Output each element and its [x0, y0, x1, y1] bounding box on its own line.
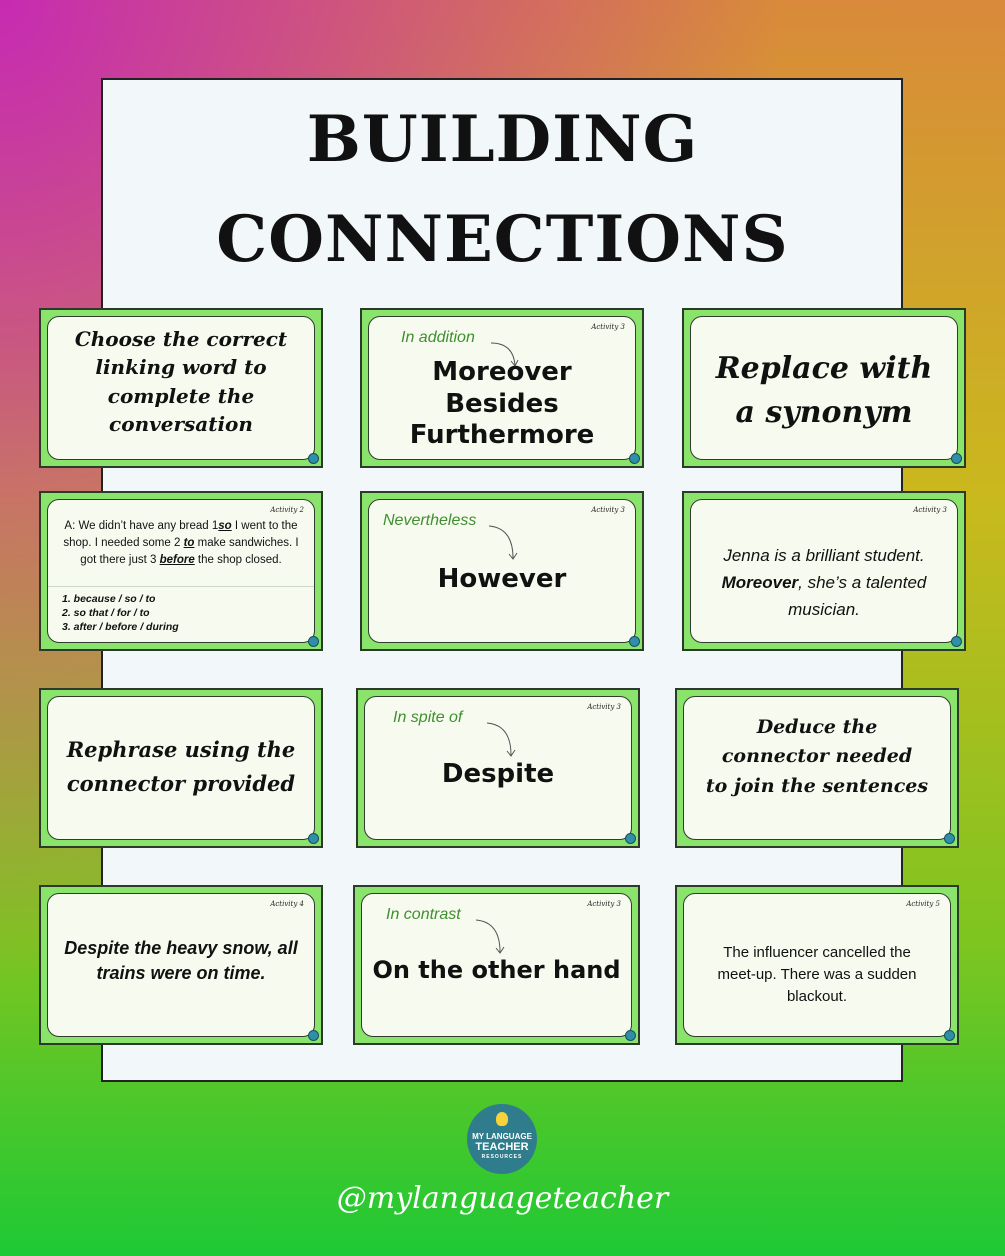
given-word: Nevertheless: [383, 512, 477, 529]
logo-dot-icon: [951, 453, 962, 464]
card-inner: [690, 316, 958, 460]
option-item: 1. because / so / to: [62, 593, 156, 605]
card-inner: [683, 893, 951, 1037]
logo-dot-icon: [625, 1030, 636, 1041]
instruction-line: Replace with: [715, 351, 933, 386]
synonym-word: Furthermore: [409, 420, 595, 451]
curved-arrow-icon: [487, 522, 519, 562]
logo-dot-icon: [951, 636, 962, 647]
card-synonyms-moreover: [360, 308, 644, 468]
instruction-line: connector provided: [66, 770, 296, 796]
card-inner: [368, 316, 636, 460]
curved-arrow-icon: [474, 916, 506, 956]
example-sentence: The influencer cancelled the meet-up. There was a sudden blackout.: [717, 944, 917, 1005]
title-line-1: BUILDING: [306, 102, 699, 177]
dialogue-part: make sandwiches. I got there just 3: [80, 537, 299, 566]
instruction-line: complete the: [107, 383, 255, 408]
logo-dot-icon: [308, 453, 319, 464]
conversation-text: [54, 518, 308, 569]
activity-label: Activity 4: [270, 900, 304, 908]
divider: [48, 586, 314, 587]
option-list: [62, 592, 179, 634]
logo-dot-icon: [308, 636, 319, 647]
social-handle: @mylanguageteacher: [336, 1181, 669, 1216]
instruction-text: [691, 347, 957, 434]
card-synonym-despite: [356, 688, 640, 848]
instruction-text: [48, 325, 314, 439]
logo-dot-icon: [944, 833, 955, 844]
card-instruction-choose: [39, 308, 323, 468]
option-item: 2. so that / for / to: [62, 607, 150, 619]
logo-dot-icon: [308, 1030, 319, 1041]
activity-label: Activity 3: [913, 506, 947, 514]
card-inner: [364, 696, 632, 840]
card-example-despite: [39, 885, 323, 1045]
instruction-line: linking word to: [95, 355, 267, 380]
instruction-text: [684, 713, 950, 801]
instruction-line: a synonym: [735, 394, 913, 430]
card-instruction-rephrase: [39, 688, 323, 848]
given-word: In contrast: [386, 906, 461, 923]
instruction-line: conversation: [109, 412, 253, 437]
given-word: In spite of: [393, 709, 463, 726]
instruction-line: Rephrase using the: [66, 737, 296, 762]
option-item: 3. after / before / during: [62, 621, 179, 633]
dialogue-part: A: We didn’t have any bread 1: [64, 520, 219, 532]
logo-dot-icon: [629, 636, 640, 647]
card-synonym-however: [360, 491, 644, 651]
card-inner: [47, 499, 315, 643]
answer-word: Despite: [441, 759, 555, 789]
logo-text-line: RESOURCES: [481, 1154, 523, 1160]
sentence-part: Jenna is a brilliant student.: [723, 546, 925, 565]
card-synonym-on-the-other-hand: [353, 885, 640, 1045]
answer-word: before: [159, 554, 195, 566]
instruction-text: [48, 733, 314, 800]
card-example-join: [675, 885, 959, 1045]
lightbulb-icon: [496, 1112, 508, 1126]
synonym-word: Besides: [445, 388, 559, 419]
instruction-line: to join the sentences: [705, 774, 929, 797]
activity-label: Activity 3: [587, 703, 621, 711]
activity-label: Activity 3: [591, 323, 625, 331]
example-sentence: Despite the heavy snow, all trains were on time.: [64, 938, 298, 983]
instruction-line: Choose the correct: [74, 327, 288, 351]
card-inner: [368, 499, 636, 643]
activity-label: Activity 2: [270, 506, 304, 514]
logo-text-line: TEACHER: [475, 1141, 529, 1153]
card-inner: [683, 696, 951, 840]
activity-label: Activity 3: [591, 506, 625, 514]
logo-dot-icon: [625, 833, 636, 844]
example-sentence: [691, 542, 957, 623]
card-conversation: [39, 491, 323, 651]
instruction-line: connector needed: [721, 745, 913, 768]
logo-dot-icon: [308, 833, 319, 844]
card-inner: [361, 893, 632, 1037]
dialogue-part: the shop closed.: [194, 554, 282, 566]
answer-word: On the other hand: [372, 956, 621, 984]
activity-label: Activity 5: [906, 900, 940, 908]
card-example-moreover: [682, 491, 966, 651]
answer-word: However: [437, 564, 567, 594]
title-line-2: CONNECTIONS: [216, 202, 789, 277]
dialogue-part: I went to the shop. I needed some 2: [63, 520, 298, 549]
given-word: In addition: [401, 329, 475, 346]
card-instruction-deduce: [675, 688, 959, 848]
connector-word: Moreover: [721, 573, 799, 592]
curved-arrow-icon: [485, 719, 517, 759]
synonym-word: Moreover: [432, 357, 572, 387]
sentence-part: , she’s a talented musician.: [788, 573, 927, 619]
logo-text-line: MY LANGUAGE: [472, 1132, 532, 1141]
instruction-line: Deduce the: [756, 716, 878, 738]
answer-word: so: [218, 520, 232, 532]
activity-label: Activity 3: [587, 900, 621, 908]
logo-dot-icon: [629, 453, 640, 464]
card-inner: [47, 696, 315, 840]
logo-dot-icon: [944, 1030, 955, 1041]
card-inner: [690, 499, 958, 643]
brand-logo: [467, 1104, 537, 1174]
card-instruction-replace: [682, 308, 966, 468]
card-inner: [47, 316, 315, 460]
answer-word: to: [183, 537, 195, 549]
synonym-list: [369, 357, 635, 452]
card-inner: [47, 893, 315, 1037]
